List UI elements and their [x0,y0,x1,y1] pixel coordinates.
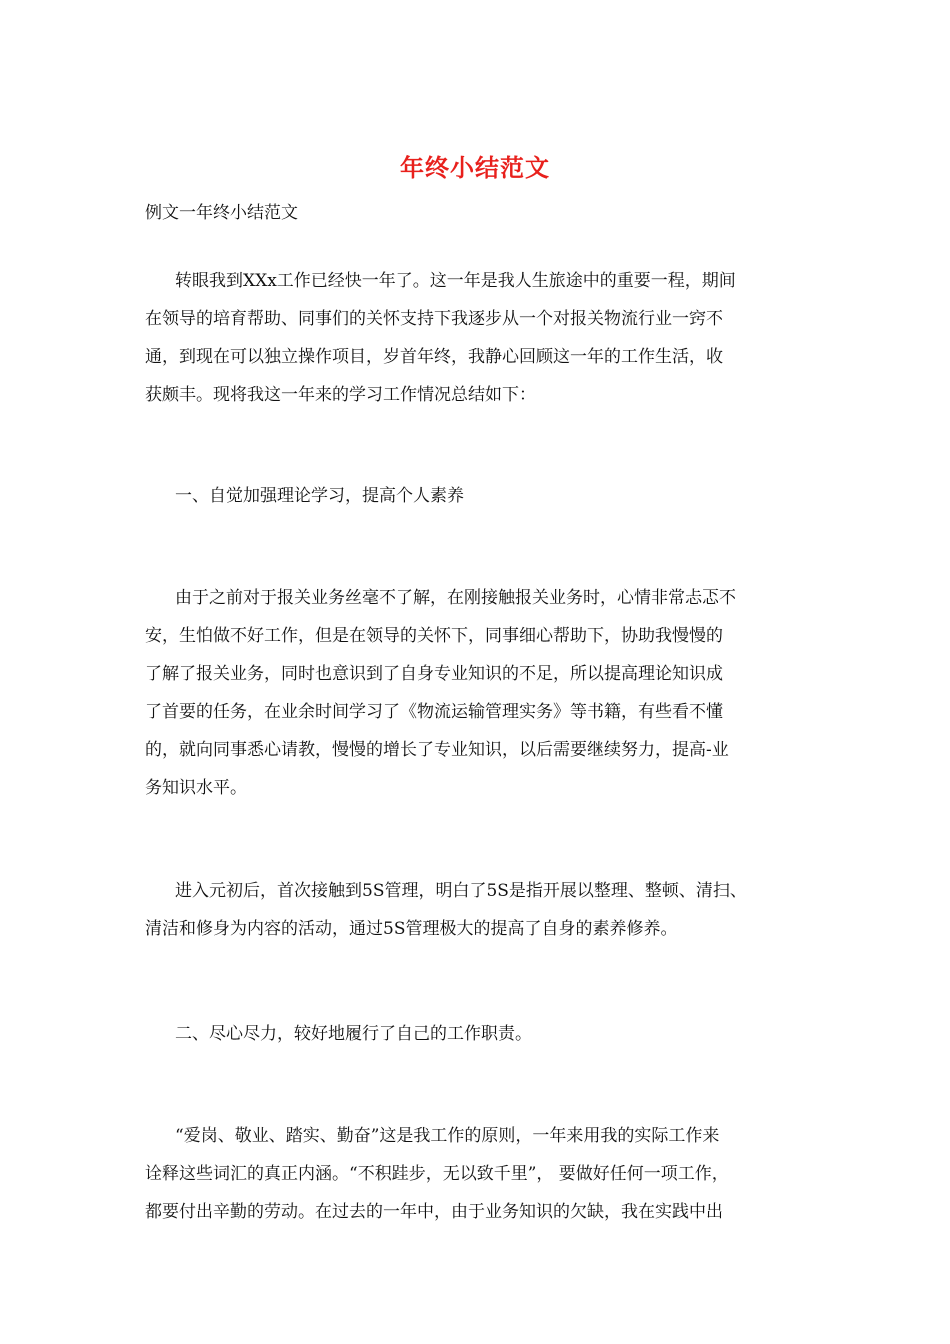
paragraph-line: 务知识水平。 [145,778,247,798]
paragraph-line: 转眼我到XXx工作已经快一年了。这一年是我人生旅途中的重要一程，期间 [175,271,736,291]
section-heading-1 [145,477,825,515]
paragraph-theory [145,579,825,807]
paragraph-line: “爱岗、敬业、踏实、勤奋”这是我工作的原则，一年来用我的实际工作来 [175,1126,720,1146]
section-heading: 二、尽心尽力，较好地履行了自己的工作职责。 [175,1024,532,1044]
paragraph-line: 都要付出辛勤的劳动。在过去的一年中，由于业务知识的欠缺，我在实践中出 [145,1202,723,1222]
paragraph-line: 的，就向同事悉心请教，慢慢的增长了专业知识，以后需要继续努力，提高-业 [145,740,729,760]
paragraph-line: 进入元初后，首次接触到5S管理，明白了5S是指开展以整理、整顿、清扫、 [175,881,747,901]
section-heading: 一、自觉加强理论学习，提高个人素养 [175,486,464,506]
paragraph-duty [145,1117,825,1231]
document-subtitle: 例文一年终小结范文 [145,203,298,223]
paragraph-line: 诠释这些词汇的真正内涵。“不积跬步，无以致千里”， 要做好任何一项工作， [145,1164,729,1184]
paragraph-line: 安，生怕做不好工作，但是在领导的关怀下，同事细心帮助下，协助我慢慢的 [145,626,723,646]
paragraph-line: 在领导的培育帮助、同事们的关怀支持下我逐步从一个对报关物流行业一窍不 [145,309,723,329]
paragraph-line: 了解了报关业务，同时也意识到了自身专业知识的不足，所以提高理论知识成 [145,664,723,684]
paragraph-line: 由于之前对于报关业务丝毫不了解，在刚接触报关业务时，心情非常忐忑不 [175,588,736,608]
paragraph-line: 获颇丰。现将我这一年来的学习工作情况总结如下： [145,385,536,405]
document-title: 年终小结范文 [400,153,550,182]
paragraph-line: 了首要的任务，在业余时间学习了《物流运输管理实务》等书籍，有些看不懂 [145,702,723,722]
paragraph-line: 通，到现在可以独立操作项目，岁首年终，我静心回顾这一年的工作生活，收 [145,347,723,367]
paragraph-5s [145,872,825,948]
paragraph-intro [145,262,825,414]
paragraph-line: 清洁和修身为内容的活动，通过5S管理极大的提高了自身的素养修养。 [145,919,678,939]
section-heading-2 [145,1015,825,1053]
